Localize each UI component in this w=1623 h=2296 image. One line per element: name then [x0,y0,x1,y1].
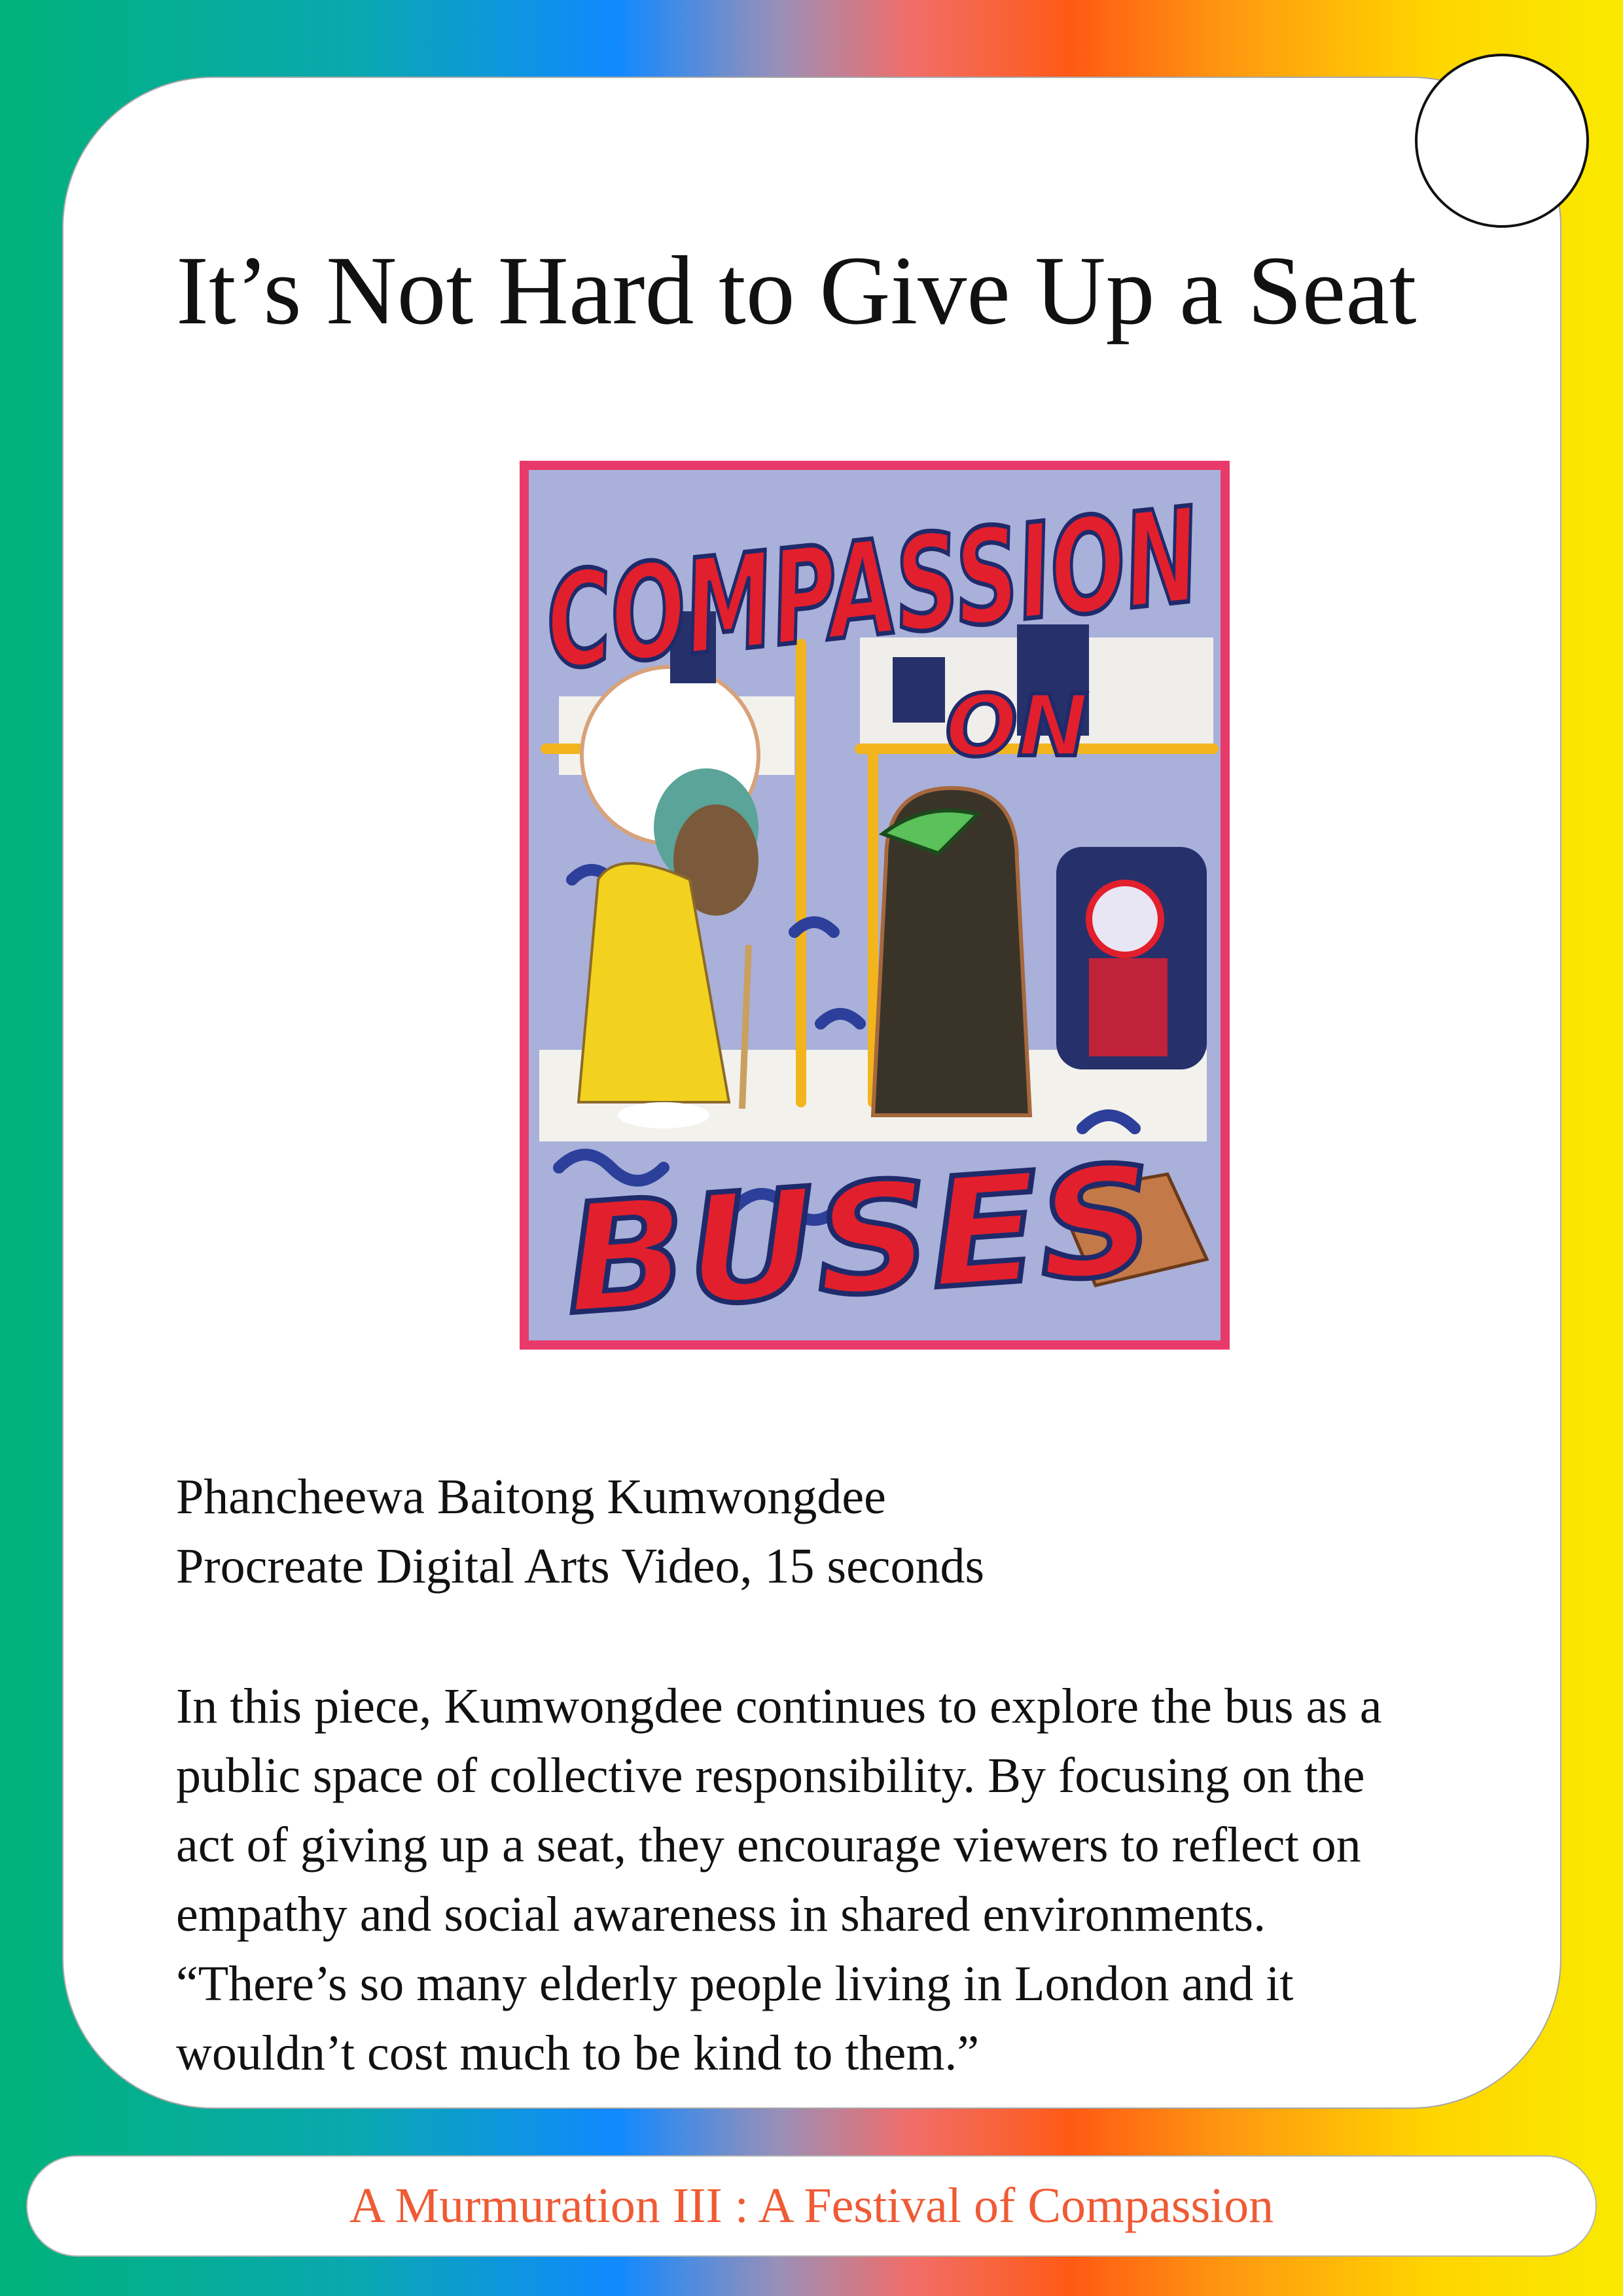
description-line: wouldn’t cost much to be kind to them.” [176,2026,980,2081]
corner-circle-marker [1415,54,1589,228]
artwork-credits [176,1462,984,1601]
festival-label: A Murmuration III : A Festival of Compassion [349,2178,1274,2233]
artwork-description [176,1672,1603,2088]
artwork-image [520,446,1526,1350]
description-line: public space of collective responsibility. By focusing on the [176,1748,1365,1803]
artwork-title: It’s Not Hard to Give Up a Seat [176,236,1417,345]
hooded-figure [873,788,1030,1115]
description-line: act of giving up a seat, they encourage viewers to reflect on [176,1818,1361,1873]
description-line: empathy and social awareness in shared environments. [176,1887,1266,1942]
artwork-lettering-compassion: COMPASSION [539,446,1526,700]
description-line: “There’s so many elderly people living in London and it [176,1956,1294,2011]
description-line: In this piece, Kumwongdee continues to explore the bus as a [176,1679,1382,1734]
artwork-lettering-on: ON [945,676,1089,776]
artist-name: Phancheewa Baitong Kumwongdee [176,1469,886,1524]
artwork-card [62,77,1561,2109]
festival-footer-banner [26,2155,1597,2257]
artwork-lettering-buses: BUSES [560,1135,1128,1349]
artwork-medium: Procreate Digital Arts Video, 15 seconds [176,1539,985,1594]
